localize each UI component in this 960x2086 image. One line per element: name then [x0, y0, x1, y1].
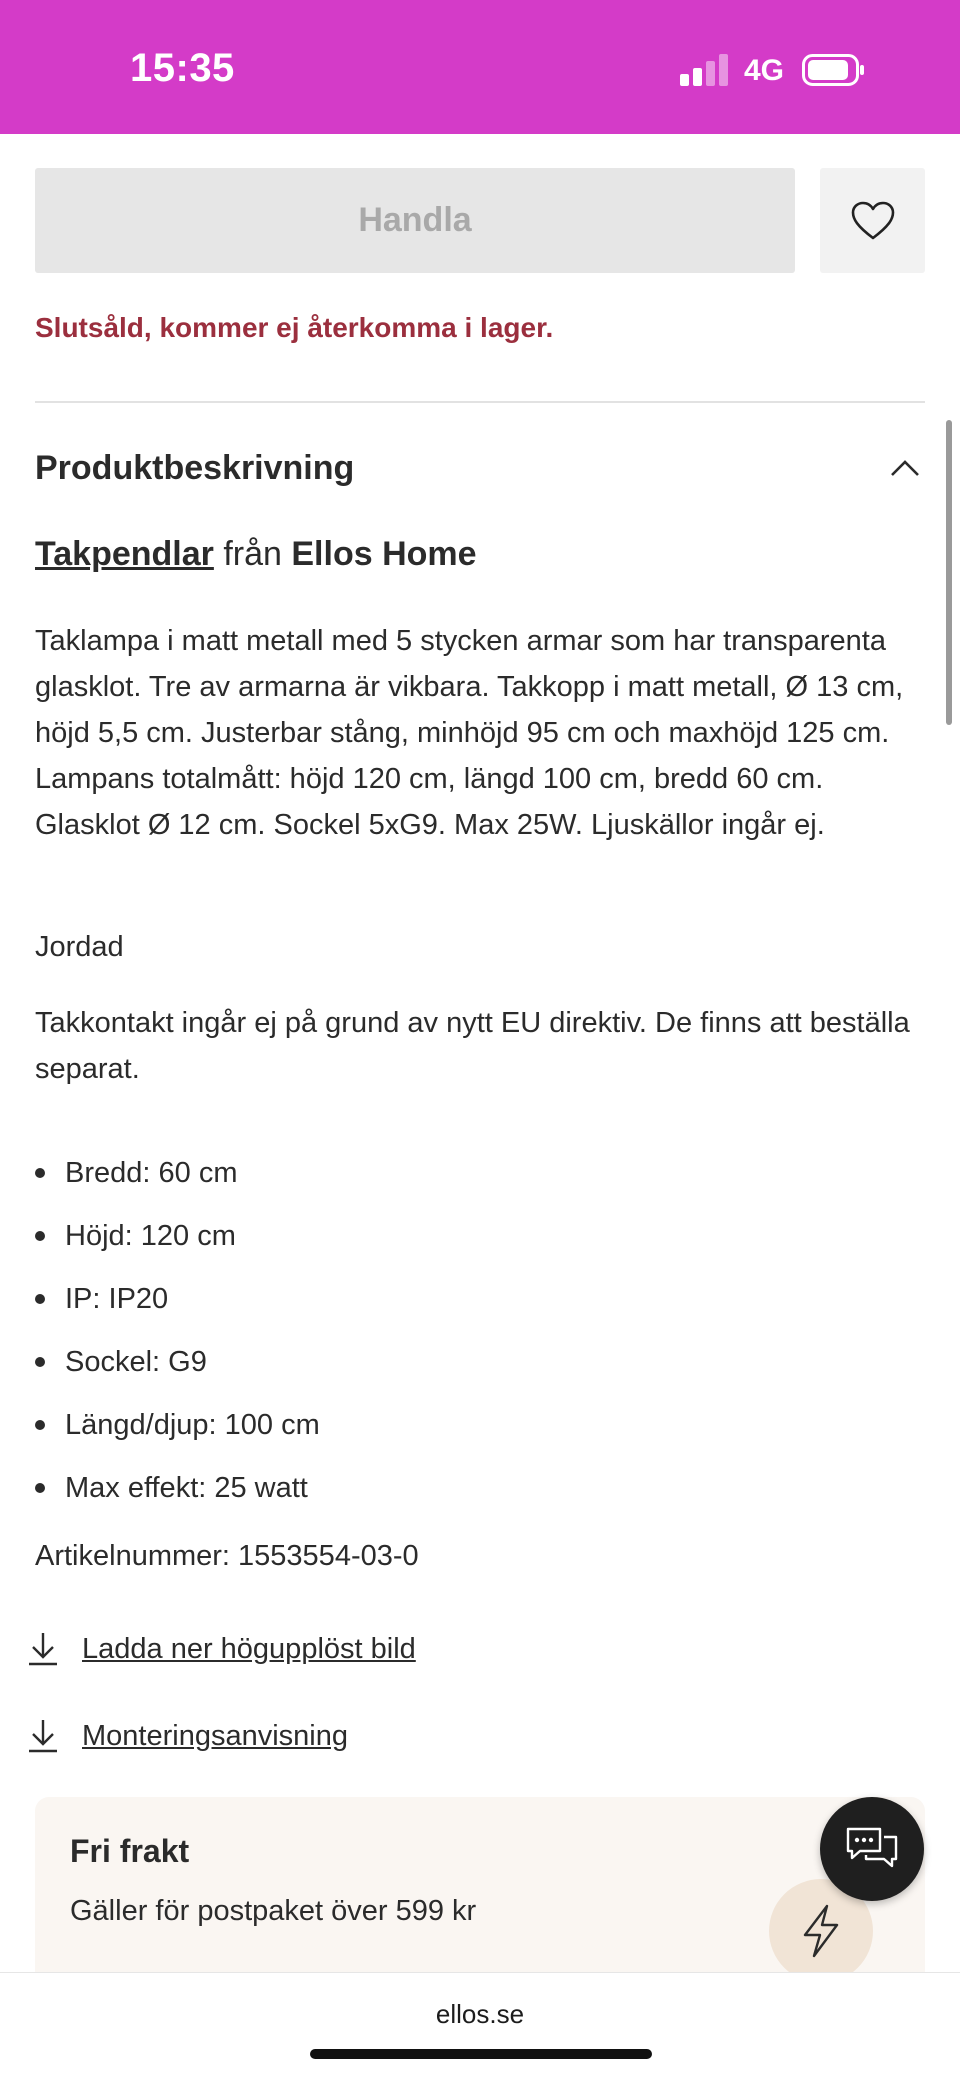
download-icon: [26, 1631, 60, 1667]
promo-subtitle: Gäller för postpaket över 599 kr: [70, 1895, 477, 1927]
cellular-signal-icon: [680, 54, 730, 86]
wishlist-button[interactable]: [820, 168, 925, 273]
assembly-instructions-link[interactable]: [26, 1712, 348, 1760]
spec-max-power: Max effekt: 25 watt: [65, 1471, 308, 1504]
chevron-up-icon[interactable]: [885, 448, 925, 488]
status-bar: [0, 0, 960, 134]
browser-bottom-bar: [0, 1972, 960, 2086]
product-description-header[interactable]: [35, 440, 925, 496]
grounded-note: Jordad: [35, 931, 124, 963]
bullet-icon: [35, 1420, 45, 1430]
spec-list: [35, 1141, 915, 1519]
brand-name: Ellos Home: [291, 535, 477, 573]
list-item: [35, 1204, 915, 1267]
link-label: Ladda ner högupplöst bild: [82, 1632, 416, 1665]
spec-ip: IP: IP20: [65, 1282, 169, 1315]
status-time: 15:35: [130, 46, 235, 90]
list-item: [35, 1330, 915, 1393]
brand-line: [35, 535, 477, 574]
chat-button[interactable]: [820, 1797, 924, 1901]
scrollbar[interactable]: [946, 420, 952, 725]
from-text: från: [223, 535, 282, 573]
list-item: [35, 1456, 915, 1519]
download-hires-image-link[interactable]: [26, 1625, 416, 1673]
category-link[interactable]: Takpendlar: [35, 535, 214, 573]
section-divider: [35, 401, 925, 403]
bullet-icon: [35, 1231, 45, 1241]
bullet-icon: [35, 1357, 45, 1367]
section-title: Produktbeskrivning: [35, 448, 355, 487]
download-icon: [26, 1718, 60, 1754]
list-item: [35, 1141, 915, 1204]
promo-title: Fri frakt: [70, 1833, 190, 1869]
url-bar[interactable]: ellos.se: [435, 1999, 525, 2029]
bullet-icon: [35, 1294, 45, 1304]
list-item: [35, 1267, 915, 1330]
spec-socket: Sockel: G9: [65, 1345, 207, 1378]
home-indicator[interactable]: [310, 2049, 652, 2059]
battery-icon: [802, 54, 866, 86]
heart-icon: [851, 201, 895, 241]
ceiling-outlet-note: Takkontakt ingår ej på grund av nytt EU direktiv. De finns att beställa separat.: [35, 1007, 910, 1085]
bullet-icon: [35, 1168, 45, 1178]
buy-button[interactable]: Handla: [35, 168, 795, 273]
article-number: Artikelnummer: 1553554-03-0: [35, 1540, 419, 1572]
product-description-text: Taklampa i matt metall med 5 stycken armar som har transparenta glasklot. Tre av armarna är vikbara. Takkopp i matt metall, Ø 13 cm, höjd 5,5 cm. Justerbar stång, minhöjd 95 cm och maxhöjd 125 cm. Lampans totalmått: höjd 120 cm, längd 100 cm, bredd 60 cm. Glasklot Ø 12 cm. Sockel 5xG9. Max 25W. Ljuskällor ingår ej.: [35, 625, 904, 841]
chat-bubbles-icon: [844, 1825, 900, 1873]
list-item: [35, 1393, 915, 1456]
bullet-icon: [35, 1483, 45, 1493]
stock-status-message: Slutsåld, kommer ej återkomma i lager.: [35, 312, 554, 343]
network-type: 4G: [744, 54, 785, 87]
link-label: Monteringsanvisning: [82, 1719, 348, 1752]
spec-length: Längd/djup: 100 cm: [65, 1408, 320, 1441]
spec-width: Bredd: 60 cm: [65, 1156, 238, 1189]
spec-height: Höjd: 120 cm: [65, 1219, 236, 1252]
